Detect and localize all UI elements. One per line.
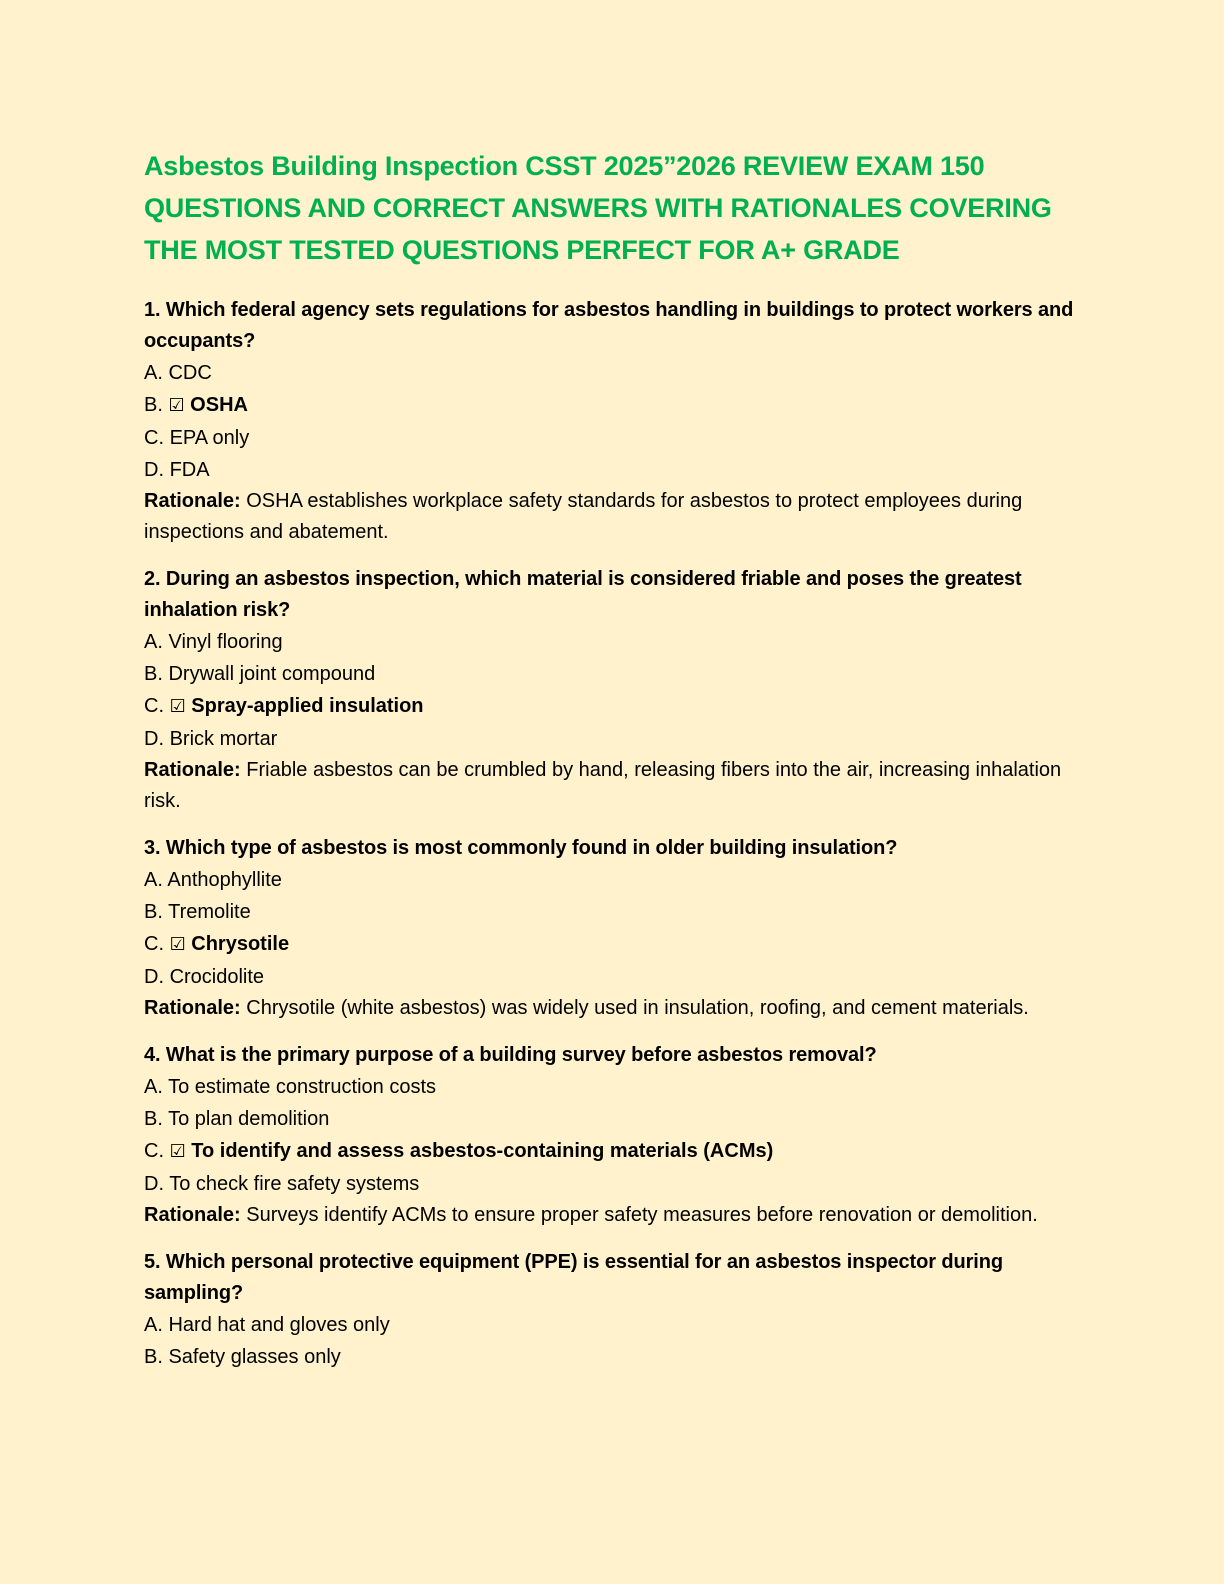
rationale-text: Friable asbestos can be crumbled by hand, releasing fibers into the air, increasing inhalation risk. [144, 759, 1062, 812]
option-text: EPA only [169, 427, 250, 449]
option-prefix: D. [144, 1173, 164, 1195]
question-list [144, 295, 1084, 1373]
rationale [144, 1200, 1084, 1231]
answer-option-correct [144, 928, 1084, 961]
question-text: 2. During an asbestos inspection, which material is considered friable and poses the greatest inhalation risk? [144, 568, 1022, 621]
option-text: Vinyl flooring [168, 631, 283, 653]
answer-option-correct [144, 389, 1084, 422]
answer-option [144, 1309, 1084, 1341]
rationale-text: OSHA establishes workplace safety standards for asbestos to protect employees during inspections and abatement. [144, 490, 1023, 543]
check-box-icon: ☑ [169, 1141, 186, 1162]
answer-option [144, 454, 1084, 486]
option-prefix: B. [144, 1108, 163, 1130]
document-title: Asbestos Building Inspection CSST 2025”2026 REVIEW EXAM 150 QUESTIONS AND CORRECT ANSWERS WITH RATIONALES COVERING THE MOST TESTED QUESTIONS PERFECT FOR A+ GRADE [144, 151, 1052, 265]
question-block [144, 564, 1084, 817]
question-text: 1. Which federal agency sets regulations for asbestos handling in buildings to protect workers and occupants? [144, 299, 1074, 352]
option-prefix: B. [144, 901, 163, 923]
answer-option [144, 422, 1084, 454]
rationale-label: Rationale: [144, 1204, 241, 1226]
option-text: To check fire safety systems [169, 1173, 420, 1195]
answer-option [144, 357, 1084, 389]
question-text: 5. Which personal protective equipment (PPE) is essential for an asbestos inspector during sampling? [144, 1251, 1003, 1304]
option-prefix: D. [144, 966, 164, 988]
option-text: FDA [169, 459, 210, 481]
option-prefix: A. [144, 1314, 163, 1336]
answer-option [144, 1168, 1084, 1200]
option-prefix: A. [144, 1076, 163, 1098]
question-block [144, 1040, 1084, 1231]
rationale-label: Rationale: [144, 997, 241, 1019]
answer-option [144, 864, 1084, 896]
option-text: Safety glasses only [168, 1346, 341, 1368]
answer-option-correct [144, 690, 1084, 723]
rationale-text: Surveys identify ACMs to ensure proper safety measures before renovation or demolition. [246, 1204, 1038, 1226]
option-prefix: A. [144, 631, 163, 653]
rationale [144, 993, 1084, 1024]
rationale [144, 755, 1084, 817]
rationale-label: Rationale: [144, 490, 241, 512]
option-prefix: C. [144, 695, 164, 717]
option-text: Drywall joint compound [168, 663, 376, 685]
answer-option [144, 1341, 1084, 1373]
option-prefix: D. [144, 728, 164, 750]
option-text: Spray-applied insulation [191, 695, 424, 717]
option-prefix: C. [144, 1140, 164, 1162]
answer-option [144, 961, 1084, 993]
option-text: Brick mortar [169, 728, 278, 750]
answer-option-correct [144, 1135, 1084, 1168]
question-block [144, 833, 1084, 1024]
option-prefix: A. [144, 869, 163, 891]
option-prefix: C. [144, 427, 164, 449]
check-box-icon: ☑ [169, 696, 186, 717]
rationale-text: Chrysotile (white asbestos) was widely used in insulation, roofing, and cement materials. [246, 997, 1029, 1019]
option-text: To plan demolition [168, 1108, 330, 1130]
answer-option [144, 1071, 1084, 1103]
question-block [144, 295, 1084, 548]
option-text: To identify and assess asbestos-containing materials (ACMs) [191, 1140, 774, 1162]
answer-option [144, 723, 1084, 755]
option-prefix: D. [144, 459, 164, 481]
option-prefix: C. [144, 933, 164, 955]
answer-option [144, 658, 1084, 690]
option-prefix: B. [144, 663, 163, 685]
answer-option [144, 626, 1084, 658]
option-prefix: B. [144, 394, 163, 416]
question-block [144, 1247, 1084, 1373]
question-text: 4. What is the primary purpose of a building survey before asbestos removal? [144, 1044, 877, 1066]
option-prefix: A. [144, 362, 163, 384]
option-text: Chrysotile [191, 933, 290, 955]
rationale-label: Rationale: [144, 759, 241, 781]
option-text: OSHA [190, 394, 248, 416]
check-box-icon: ☑ [169, 934, 186, 955]
option-text: Tremolite [168, 901, 251, 923]
question-text: 3. Which type of asbestos is most commonly found in older building insulation? [144, 837, 898, 859]
answer-option [144, 896, 1084, 928]
option-text: To estimate construction costs [168, 1076, 436, 1098]
option-text: Hard hat and gloves only [168, 1314, 390, 1336]
option-text: Anthophyllite [167, 869, 282, 891]
option-text: CDC [168, 362, 212, 384]
check-box-icon: ☑ [168, 395, 185, 416]
option-prefix: B. [144, 1346, 163, 1368]
answer-option [144, 1103, 1084, 1135]
rationale [144, 486, 1084, 548]
option-text: Crocidolite [169, 966, 265, 988]
